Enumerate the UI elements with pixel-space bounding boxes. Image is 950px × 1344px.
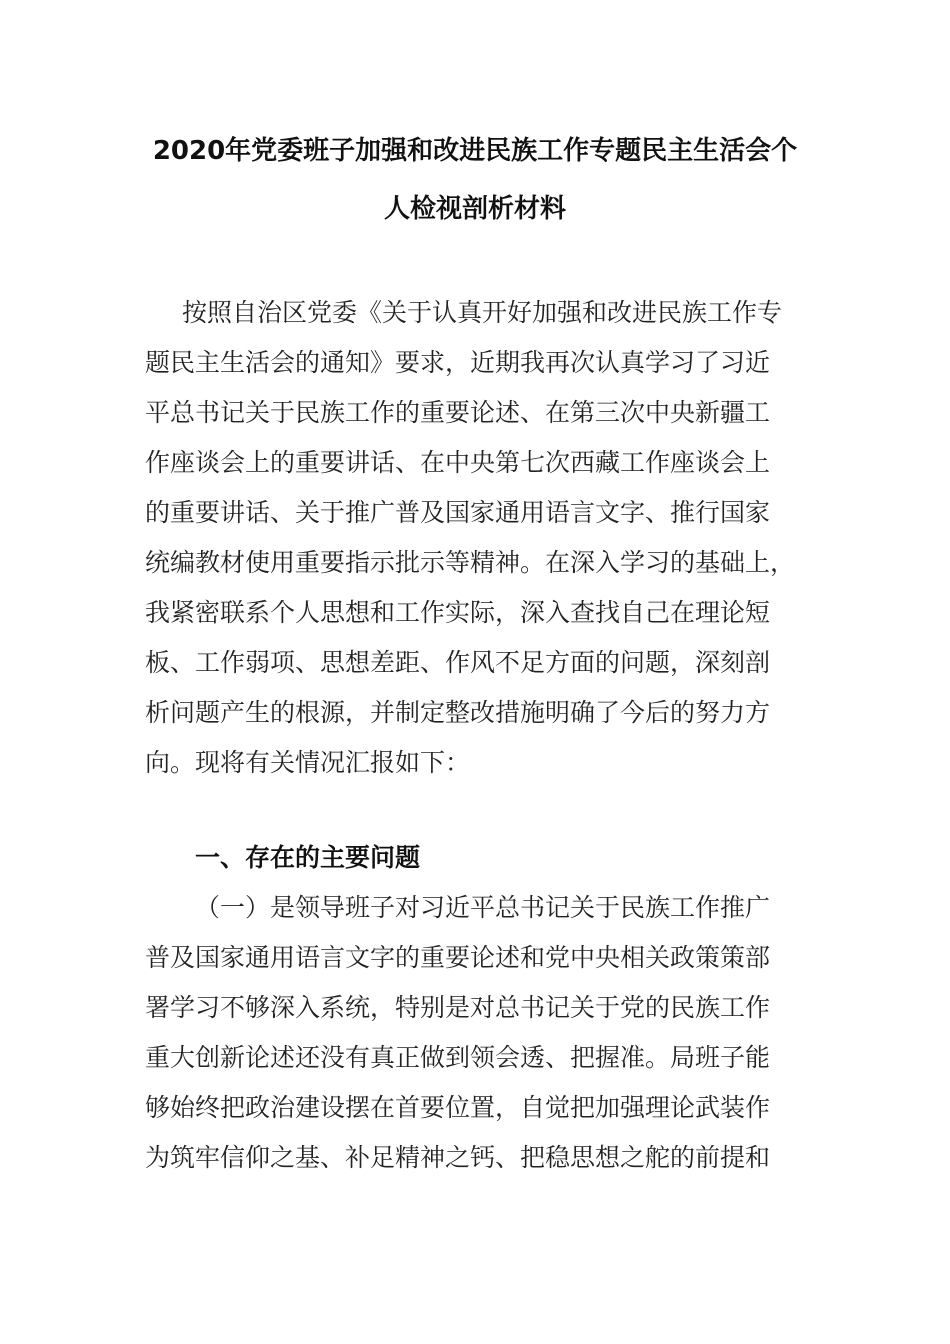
intro-line: 题民主生活会的通知》要求，近期我再次认真学习了习近 — [145, 348, 771, 377]
section-paragraph — [145, 883, 805, 1183]
section-line: 普及国家通用语言文字的重要论述和党中央相关政策策部 — [145, 943, 771, 972]
section-heading: 一、存在的主要问题 — [195, 843, 421, 872]
title-line-2: 人检视剖析材料 — [383, 194, 566, 224]
section-line: 够始终把政治建设摆在首要位置，自觉把加强理论武装作 — [145, 1093, 771, 1122]
section-line: （一）是领导班子对习近平总书记关于民族工作推广 — [195, 893, 771, 922]
intro-line: 向。现将有关情况汇报如下： — [145, 748, 471, 777]
intro-line: 作座谈会上的重要讲话、在中央第七次西藏工作座谈会上 — [145, 448, 771, 477]
section-line: 为筑牢信仰之基、补足精神之钙、把稳思想之舵的前提和 — [145, 1143, 771, 1172]
title-line-1: 2020年党委班子加强和改进民族工作专题民主生活会个 — [152, 136, 798, 166]
intro-line: 统编教材使用重要指示批示等精神。在深入学习的基础上， — [145, 548, 796, 577]
intro-line: 板、工作弱项、思想差距、作风不足方面的问题，深刻剖 — [145, 648, 771, 677]
intro-line: 按照自治区党委《关于认真开好加强和改进民族工作专 — [182, 298, 783, 327]
intro-line: 的重要讲话、关于推广普及国家通用语言文字、推行国家 — [145, 498, 771, 527]
intro-line: 析问题产生的根源，并制定整改措施明确了今后的努力方 — [145, 698, 771, 727]
section-line: 重大创新论述还没有真正做到领会透、把握准。局班子能 — [145, 1043, 771, 1072]
document-title — [140, 122, 810, 238]
intro-paragraph — [145, 288, 805, 788]
section-line: 署学习不够深入系统，特别是对总书记关于党的民族工作 — [145, 993, 771, 1022]
intro-line: 我紧密联系个人思想和工作实际，深入查找自己在理论短 — [145, 598, 771, 627]
intro-line: 平总书记关于民族工作的重要论述、在第三次中央新疆工 — [145, 398, 771, 427]
